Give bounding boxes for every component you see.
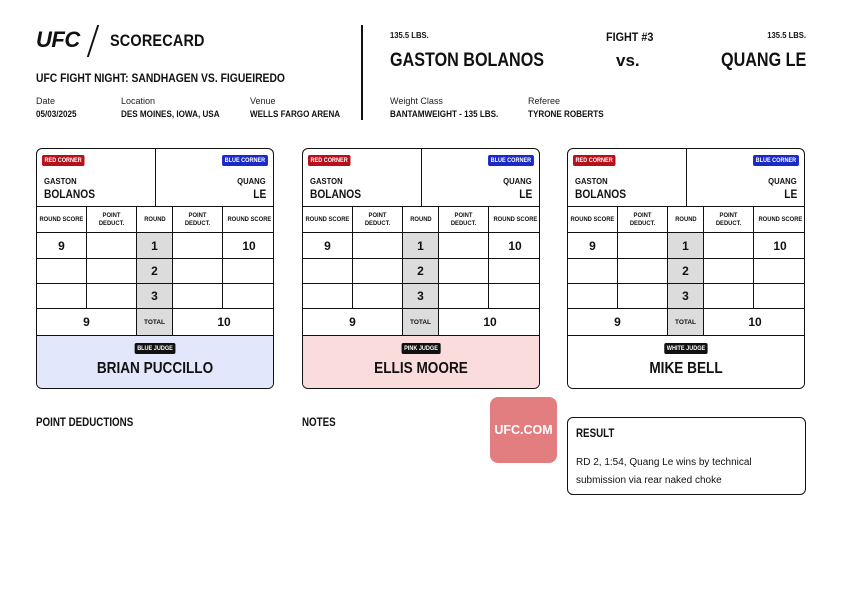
blue-corner-badge: BLUE CORNER <box>488 155 534 166</box>
red-point-deduct-cell <box>353 233 403 258</box>
scorecard-3 <box>567 148 805 389</box>
red-total-cell <box>568 309 668 335</box>
red-round-score-cell <box>37 233 87 258</box>
red-round-score-cell <box>303 233 353 258</box>
red-point-deduct-cell <box>87 284 137 308</box>
red-round-score-cell <box>37 284 87 308</box>
red-round-score: 9 <box>58 238 65 253</box>
round-row <box>37 259 273 284</box>
total-label-cell <box>137 309 173 335</box>
blue-round-score-cell <box>754 233 805 258</box>
red-point-deduct-cell <box>87 259 137 283</box>
fight-number: FIGHT #3 <box>606 30 654 44</box>
red-first-name: GASTON <box>575 176 608 186</box>
judge-area <box>568 336 804 389</box>
referee-value: TYRONE ROBERTS <box>528 109 604 119</box>
blue-round-score-cell <box>489 284 540 308</box>
blue-total: 10 <box>748 315 762 329</box>
blue-point-deduct-header <box>439 207 489 232</box>
round-number: 3 <box>417 289 424 303</box>
red-total: 9 <box>83 315 90 329</box>
round-number-cell <box>668 233 704 258</box>
red-first-name: GASTON <box>44 176 77 186</box>
blue-point-deduct-cell <box>439 259 489 283</box>
judge-badge: PINK JUDGE <box>402 343 441 354</box>
judge-area <box>37 336 273 389</box>
blue-corner-badge: BLUE CORNER <box>753 155 799 166</box>
total-label: TOTAL <box>409 318 432 326</box>
red-point-deduct-cell <box>618 284 668 308</box>
ufc-com-stamp <box>490 397 557 463</box>
scorecard-1 <box>36 148 274 389</box>
corner-divider <box>686 149 687 207</box>
logo-divider <box>87 25 99 57</box>
red-last-name: BOLANOS <box>575 187 626 201</box>
round-row <box>303 259 539 284</box>
red-first-name: GASTON <box>310 176 343 186</box>
round-row <box>568 233 804 259</box>
red-total-cell <box>303 309 403 335</box>
header-text: POINT DEDUCT. <box>98 211 125 227</box>
result-box <box>567 417 806 495</box>
round-number: 3 <box>151 289 158 303</box>
red-total: 9 <box>349 315 356 329</box>
judge-name: ELLIS MOORE <box>374 360 468 377</box>
blue-point-deduct-cell <box>704 284 754 308</box>
corner-header <box>303 149 539 207</box>
total-row <box>568 309 804 336</box>
header-text: POINT DEDUCT. <box>450 211 477 227</box>
header-text: ROUND SCORE <box>227 215 271 223</box>
header-text: ROUND SCORE <box>758 215 802 223</box>
red-point-deduct-header <box>618 207 668 232</box>
date-value: 05/03/2025 <box>36 109 77 119</box>
blue-total-cell <box>173 309 274 335</box>
location-label: Location <box>121 96 156 106</box>
left-fighter-weight: 135.5 LBS. <box>390 30 429 40</box>
red-point-deduct-header <box>353 207 403 232</box>
left-fighter-name: GASTON BOLANOS <box>390 50 545 71</box>
round-number: 2 <box>417 264 424 278</box>
total-label: TOTAL <box>143 318 166 326</box>
blue-total: 10 <box>217 315 231 329</box>
red-round-score-cell <box>568 284 618 308</box>
right-fighter-name: QUANG LE <box>720 50 806 71</box>
red-point-deduct-cell <box>87 233 137 258</box>
blue-first-name: QUANG <box>768 176 797 186</box>
blue-point-deduct-header <box>704 207 754 232</box>
point-deductions-title: POINT DEDUCTIONS <box>36 417 134 429</box>
location-value: DES MOINES, IOWA, USA <box>121 109 220 119</box>
header-text: ROUND SCORE <box>39 215 84 223</box>
round-number-cell <box>403 259 439 283</box>
red-point-deduct-cell <box>618 233 668 258</box>
header-text: ROUND <box>143 215 166 223</box>
red-round-score-cell <box>303 259 353 283</box>
event-title: UFC FIGHT NIGHT: SANDHAGEN VS. FIGUEIREDO <box>36 73 285 85</box>
blue-round-score-cell <box>223 284 274 308</box>
ufc-logo: UFC <box>36 27 80 52</box>
blue-total: 10 <box>483 315 497 329</box>
stamp-text: UFC.COM <box>494 423 553 437</box>
blue-point-deduct-cell <box>704 259 754 283</box>
round-number-cell <box>403 284 439 308</box>
red-round-score-cell <box>568 233 618 258</box>
notes-title: NOTES <box>302 417 336 429</box>
round-header <box>668 207 704 232</box>
total-label-cell <box>668 309 704 335</box>
judge-badge: BLUE JUDGE <box>135 343 176 354</box>
round-row <box>37 233 273 259</box>
blue-round-score: 10 <box>773 238 787 253</box>
round-number: 1 <box>417 238 424 253</box>
round-number: 1 <box>682 238 689 253</box>
header-text: ROUND <box>674 215 697 223</box>
round-number-cell <box>137 284 173 308</box>
result-text: RD 2, 1:54, Quang Le wins by technical submission via rear naked choke <box>576 457 752 486</box>
blue-round-score: 10 <box>242 238 256 253</box>
venue-label: Venue <box>250 96 276 106</box>
round-header <box>403 207 439 232</box>
round-row <box>303 284 539 309</box>
blue-point-deduct-cell <box>173 259 223 283</box>
blue-round-score-header <box>754 207 805 232</box>
blue-first-name: QUANG <box>503 176 532 186</box>
red-round-score-header <box>568 207 618 232</box>
red-round-score-header <box>303 207 353 232</box>
blue-last-name: LE <box>518 187 532 201</box>
date-label: Date <box>36 96 56 106</box>
round-number: 3 <box>682 289 689 303</box>
blue-round-score-cell <box>223 259 274 283</box>
round-row <box>37 284 273 309</box>
header-text: ROUND SCORE <box>493 215 537 223</box>
weight-class-value: BANTAMWEIGHT - 135 LBS. <box>390 109 499 119</box>
blue-total-cell <box>704 309 805 335</box>
red-last-name: BOLANOS <box>310 187 361 201</box>
blue-round-score-cell <box>489 259 540 283</box>
red-round-score-header <box>37 207 87 232</box>
blue-last-name: LE <box>252 187 266 201</box>
round-number: 2 <box>151 264 158 278</box>
scorecard-2 <box>302 148 540 389</box>
red-point-deduct-cell <box>353 284 403 308</box>
blue-point-deduct-cell <box>439 284 489 308</box>
judge-name: MIKE BELL <box>649 360 723 377</box>
red-point-deduct-cell <box>353 259 403 283</box>
red-corner-badge: RED CORNER <box>308 155 350 166</box>
header-row <box>37 207 273 233</box>
header-text: ROUND SCORE <box>570 215 615 223</box>
blue-round-score-cell <box>754 259 805 283</box>
judge-badge: WHITE JUDGE <box>664 343 707 354</box>
red-round-score-cell <box>303 284 353 308</box>
blue-round-score: 10 <box>508 238 522 253</box>
blue-point-deduct-cell <box>173 284 223 308</box>
blue-round-score-header <box>489 207 540 232</box>
red-round-score-cell <box>568 259 618 283</box>
red-corner-badge: RED CORNER <box>573 155 615 166</box>
total-label-cell <box>403 309 439 335</box>
blue-point-deduct-header <box>173 207 223 232</box>
round-number: 2 <box>682 264 689 278</box>
total-row <box>303 309 539 336</box>
blue-point-deduct-cell <box>704 233 754 258</box>
header-text: POINT DEDUCT. <box>184 211 211 227</box>
round-row <box>568 259 804 284</box>
red-round-score-cell <box>37 259 87 283</box>
header-row <box>568 207 804 233</box>
vs-text: vs. <box>616 51 640 70</box>
right-fighter-weight: 135.5 LBS. <box>767 30 806 40</box>
header-row <box>303 207 539 233</box>
red-corner-badge: RED CORNER <box>42 155 84 166</box>
corner-header <box>37 149 273 207</box>
blue-corner-badge: BLUE CORNER <box>222 155 268 166</box>
round-number-cell <box>137 259 173 283</box>
red-round-score: 9 <box>589 238 596 253</box>
judge-name: BRIAN PUCCILLO <box>96 360 214 377</box>
red-round-score: 9 <box>324 238 331 253</box>
header-text: POINT DEDUCT. <box>364 211 391 227</box>
header-text: ROUND SCORE <box>305 215 350 223</box>
header-text: ROUND <box>409 215 432 223</box>
red-total-cell <box>37 309 137 335</box>
blue-round-score-cell <box>223 233 274 258</box>
judge-area <box>303 336 539 389</box>
blue-round-score-cell <box>754 284 805 308</box>
venue-value: WELLS FARGO ARENA <box>250 109 341 119</box>
scorecard-title: SCORECARD <box>110 31 205 50</box>
blue-last-name: LE <box>783 187 797 201</box>
blue-point-deduct-cell <box>173 233 223 258</box>
corner-header <box>568 149 804 207</box>
corner-divider <box>421 149 422 207</box>
red-point-deduct-cell <box>618 259 668 283</box>
weight-class-label: Weight Class <box>390 96 443 106</box>
blue-point-deduct-cell <box>439 233 489 258</box>
red-total: 9 <box>614 315 621 329</box>
blue-round-score-cell <box>489 233 540 258</box>
header-divider <box>361 25 363 120</box>
corner-divider <box>155 149 156 207</box>
red-last-name: BOLANOS <box>44 187 95 201</box>
round-number-cell <box>668 259 704 283</box>
round-row <box>303 233 539 259</box>
round-number-cell <box>403 233 439 258</box>
header-text: POINT DEDUCT. <box>629 211 656 227</box>
round-header <box>137 207 173 232</box>
result-title: RESULT <box>576 428 615 440</box>
blue-first-name: QUANG <box>237 176 266 186</box>
total-label: TOTAL <box>674 318 697 326</box>
blue-round-score-header <box>223 207 274 232</box>
round-row <box>568 284 804 309</box>
round-number-cell <box>137 233 173 258</box>
red-point-deduct-header <box>87 207 137 232</box>
referee-label: Referee <box>528 96 561 106</box>
total-row <box>37 309 273 336</box>
header-text: POINT DEDUCT. <box>715 211 742 227</box>
round-number: 1 <box>151 238 158 253</box>
blue-total-cell <box>439 309 540 335</box>
round-number-cell <box>668 284 704 308</box>
